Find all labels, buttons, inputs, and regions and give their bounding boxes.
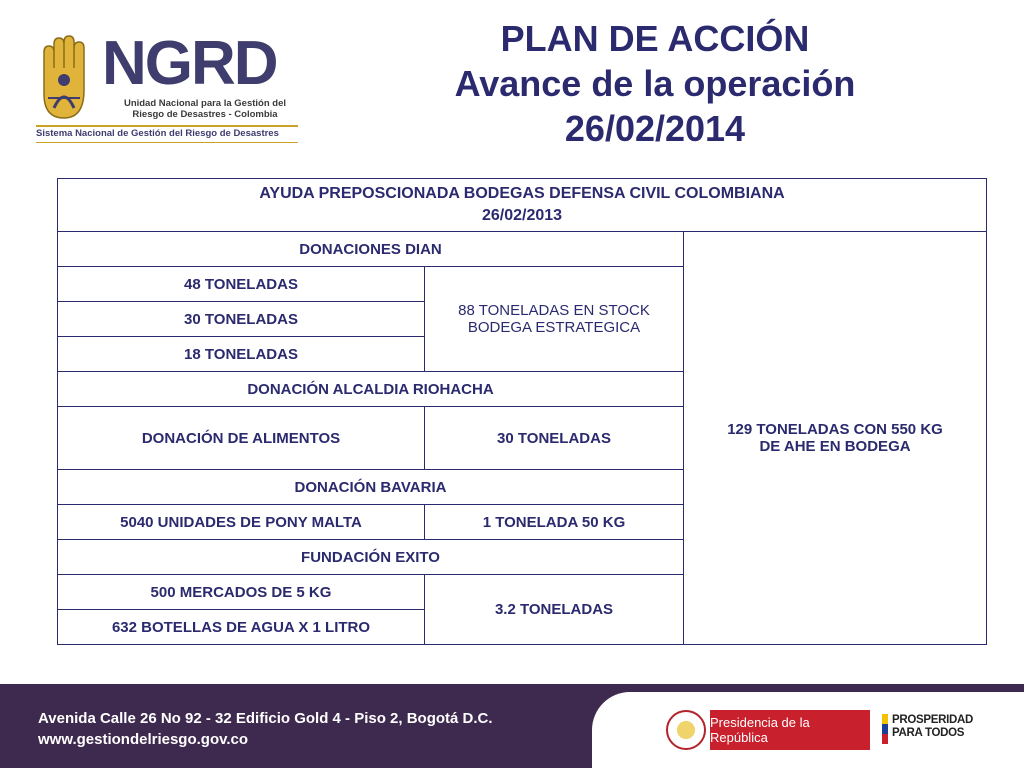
aid-table bbox=[57, 178, 987, 645]
footer-logos-panel bbox=[592, 692, 1024, 768]
flag-stripe-icon bbox=[882, 714, 888, 744]
title-line1: PLAN DE ACCIÓN bbox=[500, 18, 810, 59]
table-header-date: 26/02/2013 bbox=[481, 207, 563, 224]
dian-stock-cell bbox=[425, 267, 684, 372]
title-date: 26/02/2014 bbox=[564, 108, 746, 149]
page-title bbox=[400, 16, 910, 151]
logo-divider-bottom bbox=[36, 142, 298, 143]
table-row bbox=[58, 232, 987, 267]
exito-item-cell: 500 MERCADOS DE 5 KG bbox=[58, 575, 425, 610]
section-bavaria-title: DONACIÓN BAVARIA bbox=[58, 470, 684, 505]
exito-item-cell: 632 BOTELLAS DE AGUA X 1 LITRO bbox=[58, 610, 425, 645]
footer-contact bbox=[38, 708, 493, 750]
bavaria-amount-cell: 1 TONELADA 50 KG bbox=[425, 505, 684, 540]
logo-subtitle-line2: Riesgo de Desastres - Colombia bbox=[132, 109, 278, 120]
coat-of-arms-icon bbox=[666, 710, 706, 750]
footer-bar bbox=[0, 684, 1024, 768]
dian-stock-line1: 88 TONELADAS EN STOCK bbox=[458, 302, 650, 319]
section-riohacha-title: DONACIÓN ALCALDIA RIOHACHA bbox=[58, 372, 684, 407]
dian-item-cell: 18 TONELADAS bbox=[58, 337, 425, 372]
logo-system-name: Sistema Nacional de Gestión del Riesgo de Desastres bbox=[36, 128, 279, 139]
side-summary-line2: DE AHE EN BODEGA bbox=[759, 438, 911, 455]
footer-website[interactable]: www.gestiondelriesgo.gov.co bbox=[38, 731, 249, 748]
footer-address: Avenida Calle 26 No 92 - 32 Edificio Gold 4 - Piso 2, Bogotá D.C. bbox=[38, 710, 493, 727]
section-exito-title: FUNDACIÓN EXITO bbox=[58, 540, 684, 575]
presidencia-logo: Presidencia de la República bbox=[710, 710, 870, 750]
side-summary-line1: 129 TONELADAS CON 550 KG bbox=[727, 421, 943, 438]
table-header-title: AYUDA PREPOSCIONADA BODEGAS DEFENSA CIVIL COLOMBIANA bbox=[259, 185, 785, 202]
prosperidad-logo bbox=[892, 714, 973, 740]
logo-wordmark: NGRD bbox=[102, 29, 277, 98]
riohacha-item-cell: DONACIÓN DE ALIMENTOS bbox=[58, 407, 425, 470]
logo-subtitle bbox=[110, 98, 300, 120]
ngrd-logo bbox=[36, 29, 300, 146]
prosperidad-line1: PROSPERIDAD bbox=[892, 714, 974, 726]
side-summary-cell bbox=[684, 232, 987, 645]
exito-amount-cell: 3.2 TONELADAS bbox=[425, 575, 684, 645]
riohacha-amount-cell: 30 TONELADAS bbox=[425, 407, 684, 470]
dian-item-cell: 30 TONELADAS bbox=[58, 302, 425, 337]
section-dian-title: DONACIONES DIAN bbox=[58, 232, 684, 267]
table-header-row bbox=[58, 179, 987, 232]
prosperidad-line2: PARA TODOS bbox=[892, 727, 965, 739]
logo-divider bbox=[36, 125, 298, 127]
table-header-cell bbox=[58, 179, 987, 232]
hand-emblem-icon bbox=[36, 34, 92, 120]
bavaria-item-cell: 5040 UNIDADES DE PONY MALTA bbox=[58, 505, 425, 540]
dian-item-cell: 48 TONELADAS bbox=[58, 267, 425, 302]
title-line2: Avance de la operación bbox=[454, 63, 856, 104]
dian-stock-line2: BODEGA ESTRATEGICA bbox=[467, 319, 641, 336]
logo-subtitle-line1: Unidad Nacional para la Gestión del bbox=[123, 98, 287, 109]
